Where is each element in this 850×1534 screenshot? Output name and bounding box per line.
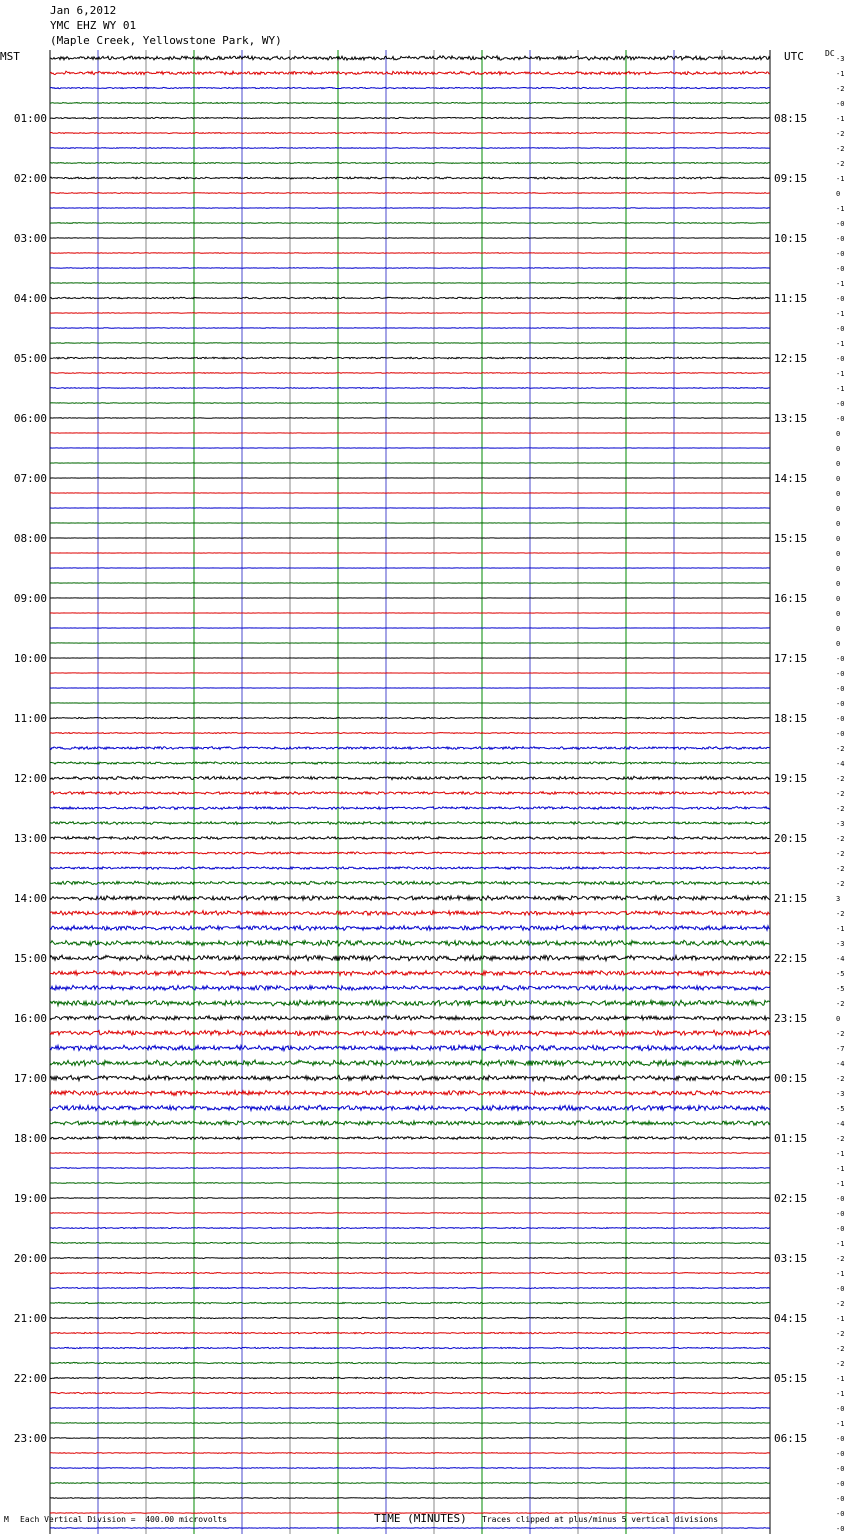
trace-row [50,1302,770,1303]
trace-row [50,148,770,149]
trace-row [50,1483,770,1484]
trace-row [50,1045,770,1051]
right-hour-label: 22:15 [774,952,808,965]
trace-row [50,162,770,163]
dc-offset-label: -1 [836,1180,845,1188]
right-hour-label: 09:15 [774,172,808,185]
dc-offset-label: -1 [836,1150,845,1158]
right-hour-label: 00:15 [774,1072,808,1085]
left-hour-label: 04:00 [13,292,47,305]
left-hour-label: 13:00 [13,832,47,845]
trace-row [50,1091,770,1096]
dc-offset-label: -1 [836,115,845,123]
right-hour-label: 04:15 [774,1312,808,1325]
dc-offset-label: -1 [836,1270,845,1278]
dc-offset-label: -2 [836,1075,845,1083]
dc-offset-label: -1 [836,1315,845,1323]
dc-offset-label: -2 [836,1135,845,1143]
left-hour-label: 17:00 [13,1072,47,1085]
trace-row [50,971,770,976]
scale-note: Each Vertical Division = 400.00 microvolts [20,1515,228,1524]
dc-offset-label: -0 [836,250,845,258]
trace-row [50,747,770,750]
dc-offset-label: -0 [836,1210,845,1218]
right-hour-label: 05:15 [774,1372,808,1385]
dc-offset-label: -2 [836,1030,845,1038]
trace-row [50,1137,770,1140]
dc-offset-label: -0 [836,265,845,273]
dc-offset-label: -0 [836,700,845,708]
trace-row [50,881,770,885]
dc-offset-label: 0 [836,490,841,498]
dc-offset-label: -2 [836,145,845,153]
dc-offset-label: -1 [836,385,845,393]
trace-row [50,418,770,419]
right-hour-label: 06:15 [774,1432,808,1445]
right-hour-label: 20:15 [774,832,808,845]
dc-offset-label: -1 [836,925,845,933]
dc-offset-label: -1 [836,310,845,318]
dc-offset-label: 0 [836,430,841,438]
dc-offset-label: -4 [836,955,845,963]
trace-row [50,208,770,209]
trace-row [50,357,770,359]
trace-row [50,822,770,825]
trace-row [50,253,770,254]
left-hour-label: 14:00 [13,892,47,905]
dc-offset-label: -1 [836,1375,845,1383]
dc-offset-label: -4 [836,1060,845,1068]
dc-offset-label: -2 [836,775,845,783]
trace-row [50,1392,770,1393]
trace-row [50,238,770,239]
dc-offset-label: -1 [836,370,845,378]
trace-row [50,1423,770,1424]
left-hour-label: 08:00 [13,532,47,545]
dc-offset-label: -2 [836,805,845,813]
left-hour-label: 10:00 [13,652,47,665]
left-hour-label: 11:00 [13,712,47,725]
trace-row [50,1183,770,1184]
right-hour-label: 17:15 [774,652,808,665]
clip-note: Traces clipped at plus/minus 5 vertical divisions [482,1515,719,1524]
dc-offset-label: 0 [836,190,841,198]
trace-row [50,1121,770,1126]
trace-row [50,1347,770,1348]
trace-row [50,102,770,103]
trace-row [50,56,770,60]
dc-offset-label: -0 [836,1465,845,1473]
dc-offset-label: 0 [836,460,841,468]
trace-row [50,1287,770,1288]
dc-offset-label: -0 [836,1285,845,1293]
left-hour-label: 09:00 [13,592,47,605]
dc-offset-label: -5 [836,985,845,993]
dc-offset-label: -1 [836,205,845,213]
trace-row [50,896,770,901]
trace-row [50,1528,770,1529]
left-hour-label: 19:00 [13,1192,47,1205]
trace-row [50,87,770,88]
trace-row [50,1257,770,1258]
right-hour-label: 08:15 [774,112,808,125]
dc-offset-label: -2 [836,130,845,138]
utc-label: UTC [784,50,804,63]
right-hour-label: 02:15 [774,1192,808,1205]
dc-offset-label: -0 [836,1495,845,1503]
dc-offset-label: -7 [836,1045,845,1053]
right-hour-label: 21:15 [774,892,808,905]
trace-row [50,1377,770,1378]
left-hour-label: 07:00 [13,472,47,485]
trace-row [50,792,770,795]
trace-row [50,1198,770,1199]
dc-offset-label: -0 [836,295,845,303]
dc-offset-label: -2 [836,835,845,843]
right-hour-label: 03:15 [774,1252,808,1265]
dc-offset-label: -1 [836,1390,845,1398]
dc-offset-label: -0 [836,220,845,228]
trace-row [50,911,770,916]
dc-offset-label: -0 [836,655,845,663]
left-hour-label: 22:00 [13,1372,47,1385]
dc-offset-label: 0 [836,640,841,648]
dc-offset-label: -2 [836,85,845,93]
plot-date: Jan 6,2012 [50,4,117,17]
left-hour-label: 03:00 [13,232,47,245]
right-hour-label: 01:15 [774,1132,808,1145]
dc-offset-label: -0 [836,1195,845,1203]
trace-row [50,283,770,284]
dc-offset-label: -3 [836,940,845,948]
x-axis-title: TIME (MINUTES) [374,1512,467,1525]
trace-row [50,1453,770,1454]
left-hour-label: 16:00 [13,1012,47,1025]
right-hour-label: 15:15 [774,532,808,545]
trace-row [50,388,770,389]
station-code: YMC EHZ WY 01 [50,19,137,32]
dc-offset-label: -1 [836,1240,845,1248]
dc-offset-label: 0 [836,475,841,483]
trace-row [50,1362,770,1363]
dc-offset-label: -1 [836,70,845,78]
dc-offset-label: -0 [836,670,845,678]
dc-offset-label: -2 [836,1345,845,1353]
trace-row [50,1272,770,1273]
trace-row [50,343,770,344]
dc-offset-label: -0 [836,1525,845,1533]
dc-offset-label: -2 [836,865,845,873]
dc-offset-label: -1 [836,175,845,183]
trace-row [50,1016,770,1021]
left-hour-label: 12:00 [13,772,47,785]
dc-offset-label: -3 [836,820,845,828]
left-hour-label: 23:00 [13,1432,47,1445]
dc-offset-label: -0 [836,235,845,243]
dc-offset-label: -2 [836,745,845,753]
dc-offset-label: 0 [836,550,841,558]
dc-offset-label: 0 [836,520,841,528]
dc-offset-label: -0 [836,1405,845,1413]
trace-row [50,1000,770,1006]
dc-offset-label: -2 [836,1330,845,1338]
trace-row [50,762,770,764]
dc-offset-label: -0 [836,715,845,723]
dc-offset-label: -0 [836,1225,845,1233]
right-hour-label: 16:15 [774,592,808,605]
dc-offset-label: -0 [836,1480,845,1488]
dc-offset-label: -2 [836,790,845,798]
trace-row [50,776,770,780]
trace-row [50,1060,770,1066]
dc-offset-label: 0 [836,595,841,603]
left-hour-label: 18:00 [13,1132,47,1145]
dc-offset-label: -2 [836,1300,845,1308]
dc-offset-label: -0 [836,325,845,333]
trace-row [50,1105,770,1111]
dc-offset-label: -4 [836,760,845,768]
trace-row [50,268,770,269]
trace-row [50,1438,770,1439]
dc-offset-label: 3 [836,895,841,903]
right-hour-label: 14:15 [774,472,808,485]
trace-row [50,1498,770,1499]
left-hour-label: 02:00 [13,172,47,185]
trace-row [50,177,770,179]
dc-offset-label: 0 [836,535,841,543]
trace-row [50,867,770,870]
trace-row [50,1317,770,1318]
trace-row [50,926,770,931]
dc-offset-label: -2 [836,1360,845,1368]
trace-row [50,1076,770,1081]
left-hour-label: 21:00 [13,1312,47,1325]
trace-row [50,1468,770,1469]
trace-row [50,403,770,404]
left-hour-label: 15:00 [13,952,47,965]
footer-mark: M [4,1515,9,1524]
right-hour-label: 18:15 [774,712,808,725]
dc-offset-label: -1 [836,1165,845,1173]
trace-row [50,1168,770,1169]
dc-offset-label: -0 [836,100,845,108]
trace-row [50,732,770,733]
right-hour-label: 12:15 [774,352,808,365]
trace-row [50,1153,770,1154]
dc-offset-label: -2 [836,160,845,168]
dc-offset-label: -1 [836,280,845,288]
dc-offset-label: 0 [836,1015,841,1023]
left-hour-label: 05:00 [13,352,47,365]
dc-offset-label: -2 [836,1000,845,1008]
trace-row [50,955,770,961]
dc-offset-label: 0 [836,445,841,453]
dc-offset-label: -5 [836,970,845,978]
dc-offset-label: -0 [836,415,845,423]
dc-offset-label: -0 [836,730,845,738]
left-hour-label: 06:00 [13,412,47,425]
dc-offset-label: 0 [836,610,841,618]
trace-row [50,717,770,718]
dc-offset-label: -1 [836,1420,845,1428]
trace-row [50,193,770,194]
right-hour-label: 11:15 [774,292,808,305]
trace-row [50,1332,770,1333]
dc-offset-label: -0 [836,685,845,693]
trace-row [50,1227,770,1228]
dc-offset-label: -0 [836,1510,845,1518]
dc-offset-label: -3 [836,1090,845,1098]
trace-row [50,297,770,299]
trace-row [50,71,770,75]
trace-row [50,852,770,854]
dc-offset-label: -3 [836,55,845,63]
dc-offset-label: -0 [836,400,845,408]
dc-offset-label: 0 [836,505,841,513]
dc-offset-label: -2 [836,850,845,858]
left-hour-label: 20:00 [13,1252,47,1265]
trace-row [50,940,770,946]
dc-offset-label: -1 [836,340,845,348]
trace-row [50,373,770,374]
dc-offset-label: 0 [836,625,841,633]
trace-row [50,1030,770,1036]
dc-offset-label: 0 [836,565,841,573]
mst-label: MST [0,50,20,63]
trace-row [50,1213,770,1214]
right-hour-label: 10:15 [774,232,808,245]
dc-label: DC [825,49,835,58]
trace-row [50,132,770,133]
right-hour-label: 13:15 [774,412,808,425]
dc-offset-label: -0 [836,1450,845,1458]
dc-offset-label: -0 [836,1435,845,1443]
dc-offset-label: -2 [836,1255,845,1263]
right-hour-label: 23:15 [774,1012,808,1025]
dc-offset-label: -2 [836,880,845,888]
dc-offset-label: 0 [836,580,841,588]
dc-offset-label: -0 [836,355,845,363]
trace-row [50,807,770,810]
dc-offset-label: -5 [836,1105,845,1113]
trace-row [50,1242,770,1243]
dc-offset-label: -4 [836,1120,845,1128]
trace-row [50,313,770,314]
trace-row [50,1408,770,1409]
trace-row [50,837,770,840]
trace-row [50,985,770,990]
left-hour-label: 01:00 [13,112,47,125]
station-location: (Maple Creek, Yellowstone Park, WY) [50,34,282,47]
right-hour-label: 19:15 [774,772,808,785]
trace-row [50,117,770,118]
trace-row [50,328,770,329]
trace-row [50,223,770,224]
dc-offset-label: -2 [836,910,845,918]
